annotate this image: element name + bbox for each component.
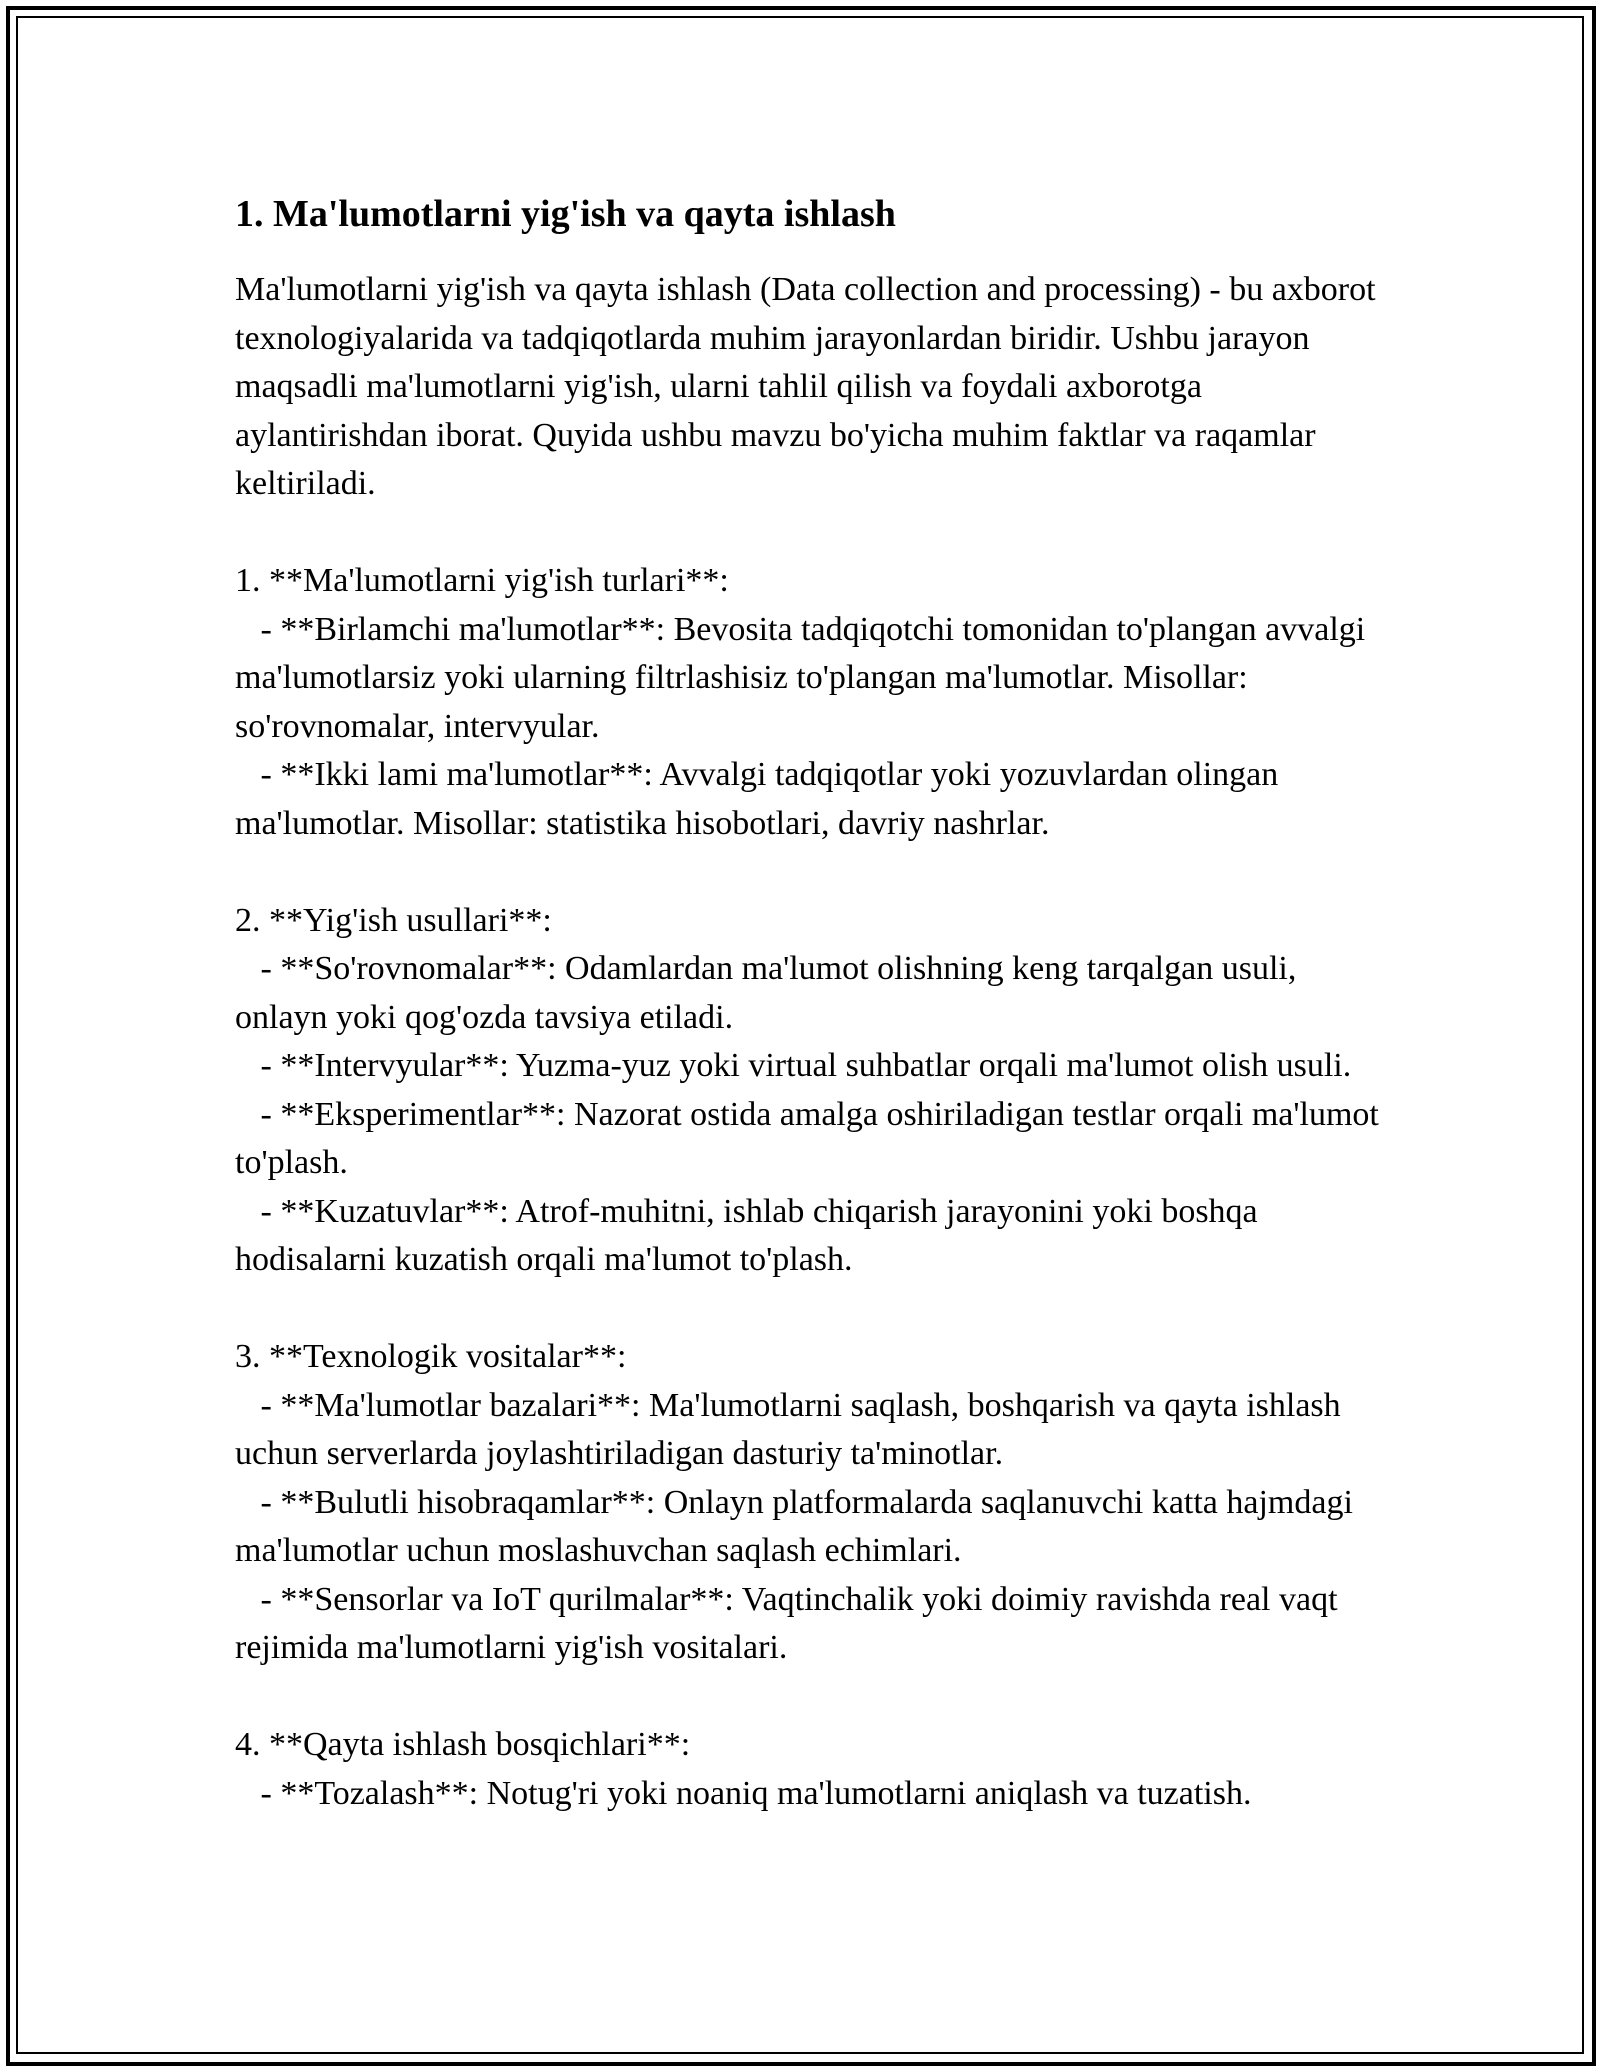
- list-item: - **Tozalash**: Notug'ri yoki noaniq ma'lumotlarni aniqlash va tuzatish.: [235, 1774, 1252, 1812]
- section-title: 3. **Texnologik vositalar**:: [235, 1338, 627, 1375]
- list-item: - **Kuzatuvlar**: Atrof-muhitni, ishlab chiqarish jarayonini yoki boshqa hodisalarni kuzatish orqali ma'lumot to'plash.: [235, 1192, 1267, 1278]
- list-item: - **Eksperimentlar**: Nazorat ostida amalga oshiriladigan testlar orqali ma'lumot to'plash.: [235, 1095, 1388, 1181]
- spacer: [235, 1673, 1395, 1722]
- list-item: - **Bulutli hisobraqamlar**: Onlayn platformalarda saqlanuvchi katta hajmdagi ma'lumotlar uchun moslashuvchan saqlash echimlari.: [235, 1483, 1362, 1569]
- section-title: 1. **Ma'lumotlarni yig'ish turlari**:: [235, 562, 729, 599]
- section-title: 4. **Qayta ishlash bosqichlari**:: [235, 1726, 691, 1763]
- list-item: - **Birlamchi ma'lumotlar**: Bevosita tadqiqotchi tomonidan to'plangan avvalgi ma'lumotlarsiz yoki ularning filtrlashisiz to'plangan ma'lumotlar. Misollar: so'rovnomalar, intervyular.: [235, 610, 1374, 745]
- list-item: - **So'rovnomalar**: Odamlardan ma'lumot olishning keng tarqalgan usuli, onlayn yoki qog'ozda tavsiya etiladi.: [235, 950, 1305, 1036]
- intro-paragraph: Ma'lumotlarni yig'ish va qayta ishlash (Data collection and processing) - bu axborot texnologiyalarida va tadqiqotlarda muhim jarayonlardan biridir. Ushbu jarayon maqsadli ma'lumotlarni yig'ish, ularni tahlil qilish va foydali axborotga aylantirishdan iborat. Quyida ushbu mavzu bo'yicha muhim faktlar va raqamlar keltiriladi.: [235, 271, 1385, 502]
- spacer: [235, 509, 1395, 558]
- spacer: [235, 1285, 1395, 1334]
- list-item: - **Intervyular**: Yuzma-yuz yoki virtual suhbatlar orqali ma'lumot olish usuli.: [235, 1047, 1352, 1084]
- section-title: 2. **Yig'ish usullari**:: [235, 901, 552, 939]
- spacer: [235, 848, 1395, 897]
- list-item: - **Ikki lami ma'lumotlar**: Avvalgi tadqiqotlar yoki yozuvlardan olingan ma'lumotlar. Misollar: statistika hisobotlari, davriy nashrlar.: [235, 756, 1287, 842]
- document-heading: 1. Ma'lumotlarni yig'ish va qayta ishlash: [235, 193, 896, 235]
- list-item: - **Ma'lumotlar bazalari**: Ma'lumotlarni saqlash, boshqarish va qayta ishlash uchun serverlarda joylashtiriladigan dasturiy ta'minotlar.: [235, 1386, 1350, 1472]
- list-item: - **Sensorlar va IoT qurilmalar**: Vaqtinchalik yoki doimiy ravishda real vaqt rejimida ma'lumotlarni yig'ish vositalari.: [235, 1580, 1347, 1666]
- document-body: [235, 188, 1395, 1818]
